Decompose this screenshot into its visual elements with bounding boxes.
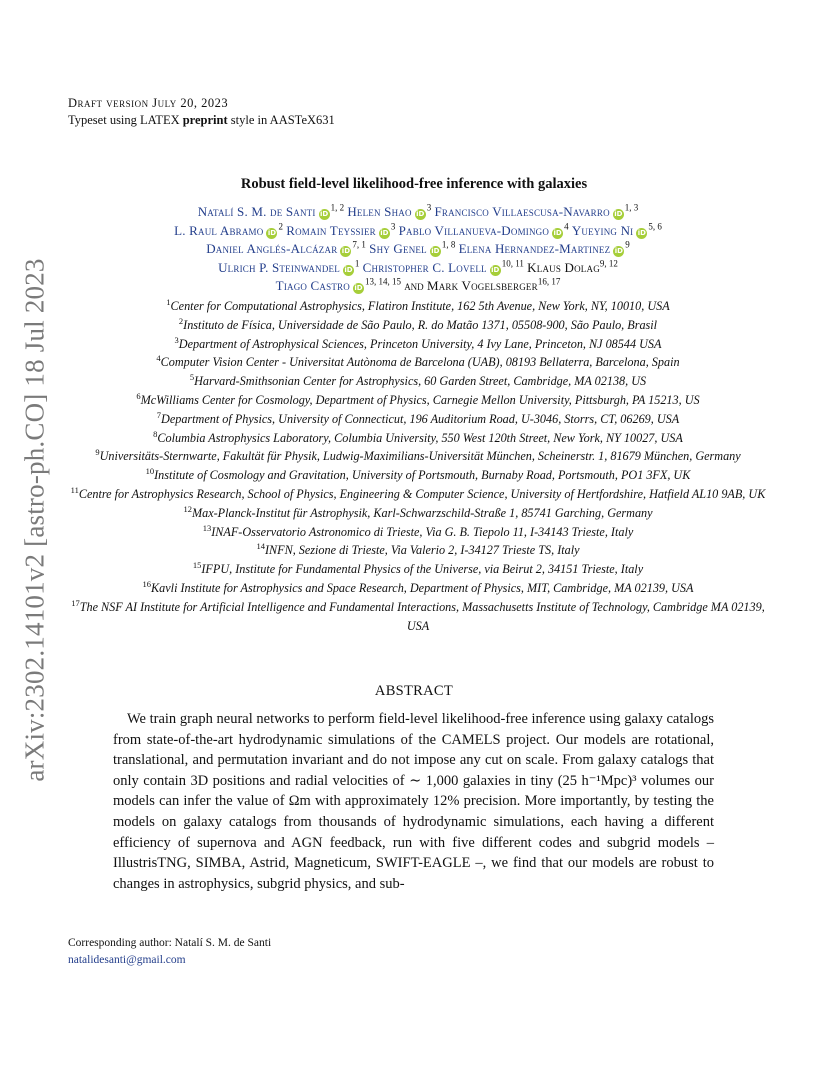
author-name[interactable]: Shy Genel	[369, 241, 427, 256]
document-header	[68, 95, 335, 129]
affiliation-item: $^{16}$Kavli Institute for Astrophysics and Space Research, Department of Physics, MIT, Cambridge, MA 02139, USA	[142, 578, 694, 595]
author-name[interactable]: Christopher C. Lovell	[362, 259, 487, 275]
orcid-icon[interactable]: iD	[267, 228, 277, 237]
author-name[interactable]: Ulrich P. Steinwandel	[218, 259, 340, 275]
author-name[interactable]: Romain Teyssier	[286, 222, 376, 238]
author-affiliation: 3	[426, 202, 432, 213]
orcid-icon[interactable]: iD	[344, 265, 353, 274]
and-conjunction: and	[404, 278, 424, 293]
author-affiliation: 1, 3	[624, 202, 639, 213]
paper-title: Robust field-level likelihood-free inference with galaxies	[240, 176, 588, 192]
affiliation-item: $^8$Columbia Astrophysics Laboratory, Columbia University, 550 West 120th Street, New York, NY 10027, USA	[153, 428, 683, 445]
author-affiliation: 13, 14, 15	[364, 276, 401, 287]
author-list	[60, 203, 776, 296]
corresponding-author: Corresponding author: Natalí S. M. de Santi	[68, 937, 272, 949]
author-name[interactable]: Helen Shao	[347, 204, 412, 219]
affiliation-item: $^{13}$INAF-Osservatorio Astronomico di Trieste, Via G. B. Tiepolo 11, I-34143 Trieste, Italy	[202, 522, 634, 539]
affiliation-item: $^{11}$Centre for Astrophysics Research, School of Physics, Engineering & Computer Science, University of Hertfordshire, Hatfield AL10 9AB, UK	[70, 484, 766, 501]
author-affiliation: 5, 6	[648, 221, 662, 232]
orcid-icon[interactable]: iD	[380, 228, 389, 237]
author-name[interactable]: L. Raul Abramo	[174, 222, 264, 238]
author-affiliation: 9	[625, 239, 630, 250]
affiliation-item: $^9$Universitäts-Sternwarte, Fakultät für Physik, Ludwig-Maximilians-Universität München, Scheinerstr. 1, 81679 München, Germany	[95, 447, 741, 464]
abstract-body: We train graph neural networks to perform field-level likelihood-free inference using galaxy catalogs from state-of-the-art hydrodynamic simulations of the CAMELS project. Our models are rotational, translational, and permutation invariant and do not impose any cut on scale. From galaxy catalogs that only contain 3D positions and radial velocities of ∼ 1,000 galaxies in tiny (25 h⁻¹Mpc)³ volumes our models can infer the value of Ωm with approximately 12% precision. More importantly, by testing the models on galaxy catalogs from thousands of hydrodynamic simulations, each having a different efficiency of supernova and AGN feedback, run with five different codes and subgrid models – IllustrisTNG, SIMBA, Astrid, Magneticum, SWIFT-EAGLE –, we find that our models are robust to changes in astrophysics, subgrid physics, and sub-	[113, 711, 714, 892]
arxiv-identifier-text: arXiv:2302.14101v2 [astro-ph.CO] 18 Jul 2023	[19, 258, 50, 782]
affiliation-list	[60, 297, 776, 635]
orcid-icon[interactable]: iD	[341, 247, 351, 255]
corresponding-author-footnote	[68, 935, 271, 968]
author-affiliation: 3	[390, 221, 396, 232]
author-affiliation: 1, 2	[330, 202, 345, 213]
affiliation-item: $^4$Computer Vision Center - Universitat Autònoma de Barcelona (UAB), 08193 Bellaterra, Barcelona, Spain	[156, 353, 680, 370]
orcid-icon[interactable]: iD	[637, 228, 646, 237]
affiliation-item: $^{15}$IFPU, Institute for Fundamental Physics of the Universe, via Beirut 2, 34151 Trieste, Italy	[192, 560, 644, 577]
affiliation-item: $^7$Department of Physics, University of Connecticut, 196 Auditorium Road, U-3046, Storrs, CT, 06269, USA	[156, 409, 680, 426]
author-line	[60, 222, 776, 241]
author-affiliation: 1, 8	[441, 239, 456, 250]
author-name[interactable]: Natalí S. M. de Santi	[197, 204, 316, 219]
affiliation-item: $^{17}$The NSF AI Institute for Artificial Intelligence and Fundamental Interactions, Massachusetts Institute of Technology, Cambridge MA 02139, USA	[71, 597, 765, 633]
author-line	[60, 203, 776, 222]
orcid-icon[interactable]: iD	[416, 210, 425, 218]
author-name[interactable]: Elena Hernandez-Martinez	[458, 241, 611, 256]
author-line	[60, 277, 776, 296]
author-name[interactable]: Tiago Castro	[275, 278, 350, 293]
author-name: Klaus Dolag	[527, 259, 600, 275]
orcid-icon[interactable]: iD	[354, 284, 363, 292]
affiliation-item: $^1$Center for Computational Astrophysics, Flatiron Institute, 162 5th Avenue, New York, NY, 10010, USA	[166, 296, 670, 313]
draft-version: Draft version July 20, 2023	[68, 96, 229, 110]
orcid-icon[interactable]: iD	[319, 210, 329, 218]
author-affiliation: 10, 11	[501, 258, 524, 269]
author-name[interactable]: Francisco Villaescusa-Navarro	[434, 204, 610, 219]
orcid-icon[interactable]: iD	[553, 228, 562, 237]
author-affiliation: 9, 12	[599, 258, 618, 269]
affiliation-item: $^{14}$INFN, Sezione di Trieste, Via Valerio 2, I-34127 Trieste TS, Italy	[256, 541, 580, 558]
orcid-icon[interactable]: iD	[431, 247, 440, 255]
orcid-icon[interactable]: iD	[614, 210, 623, 218]
author-name: Mark Vogelsberger	[426, 278, 538, 293]
author-affiliation: 2	[278, 221, 283, 232]
author-affiliation: 1	[354, 258, 360, 269]
author-affiliation: 16, 17	[537, 276, 561, 287]
abstract-heading: ABSTRACT	[374, 683, 454, 699]
affiliation-item: $^6$McWilliams Center for Cosmology, Department of Physics, Carnegie Mellon University, Pittsburgh, PA 15213, US	[136, 390, 700, 407]
author-line	[60, 259, 776, 278]
affiliation-item: $^3$Department of Astrophysical Sciences, Princeton University, 4 Ivy Lane, Princeton, NJ 08544 USA	[174, 334, 662, 351]
orcid-icon[interactable]: iD	[491, 265, 500, 274]
author-name[interactable]: Pablo Villanueva-Domingo	[398, 222, 550, 238]
typeset-note: Typeset using LATEX preprint style in AASTeX631	[68, 113, 335, 127]
affiliation-item: $^{10}$Institute of Cosmology and Gravitation, University of Portsmouth, Burnaby Road, Portsmouth, PO1 3FX, UK	[145, 466, 691, 483]
author-line	[60, 240, 776, 259]
orcid-icon[interactable]: iD	[614, 247, 623, 255]
author-email-link[interactable]: natalidesanti@gmail.com	[68, 953, 186, 966]
affiliation-item: $^5$Harvard-Smithsonian Center for Astrophysics, 60 Garden Street, Cambridge, MA 02138, US	[189, 372, 647, 389]
author-affiliation: 4	[564, 221, 569, 232]
author-name[interactable]: Yueying Ni	[571, 222, 634, 238]
affiliation-item: $^2$Instituto de Física, Universidade de São Paulo, R. do Matão 1371, 05508-900, São Paulo, Brasil	[178, 315, 658, 332]
author-affiliation: 7, 1	[352, 239, 366, 250]
author-name[interactable]: Daniel Anglés-Alcázar	[206, 241, 338, 256]
affiliation-item: $^{12}$Max-Planck-Institut für Astrophysik, Karl-Schwarzschild-Straße 1, 85741 Garching, Germany	[183, 503, 653, 520]
